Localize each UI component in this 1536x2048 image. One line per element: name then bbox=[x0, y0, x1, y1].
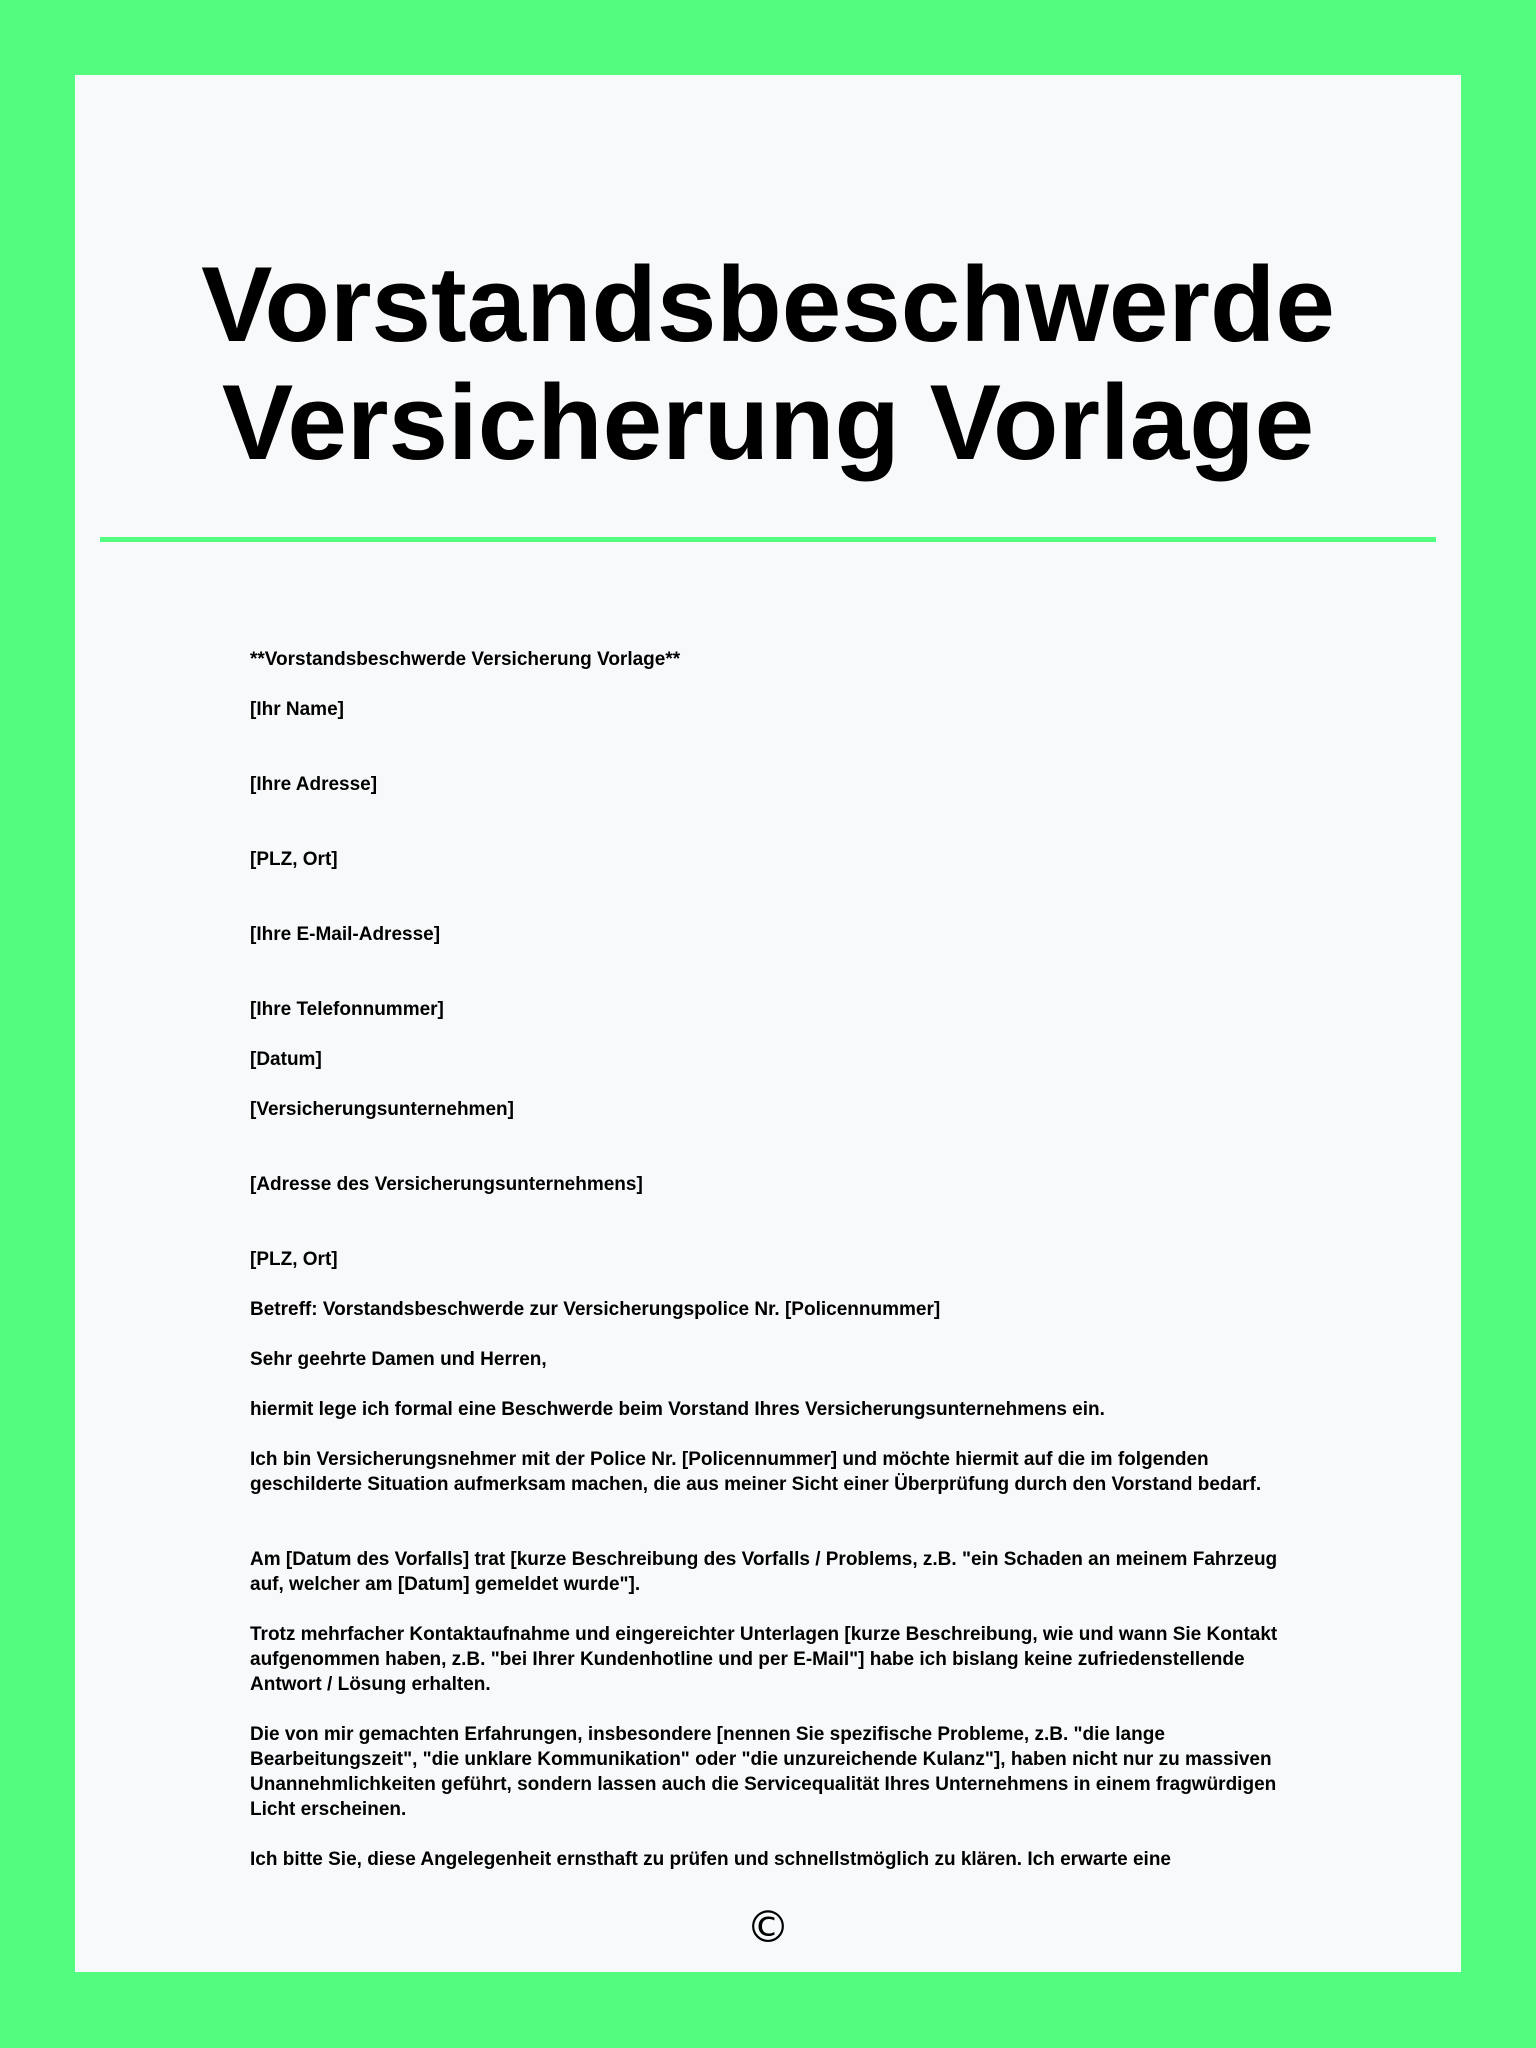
paragraph-4: Trotz mehrfacher Kontaktaufnahme und eingereichter Unterlagen [kurze Beschreibung, wie und wann Sie Kontakt aufgenommen haben, z.B. "bei Ihrer Kundenhotline und per E-Mail"] habe ich bislang keine zufriedenstellende Antwort / Lösung erhalten. bbox=[250, 1624, 1278, 1695]
title-line-2: Versicherung Vorlage bbox=[221, 362, 1315, 482]
letter-heading: **Vorstandsbeschwerde Versicherung Vorlage** bbox=[250, 649, 681, 670]
sender-city: [PLZ, Ort] bbox=[250, 849, 338, 870]
document-page bbox=[75, 75, 1461, 1972]
sender-phone: [Ihre Telefonnummer] bbox=[250, 999, 444, 1020]
recipient-city: [PLZ, Ort] bbox=[250, 1249, 338, 1270]
title-line-1: Vorstandsbeschwerde bbox=[201, 244, 1335, 364]
document-title bbox=[75, 245, 1461, 481]
copyright-icon: © bbox=[746, 1902, 790, 1953]
letter-date: [Datum] bbox=[250, 1049, 322, 1070]
paragraph-2: Ich bin Versicherungsnehmer mit der Police Nr. [Policennummer] und möchte hiermit auf die im folgenden geschilderte Situation aufmerksam machen, die aus meiner Sicht einer Überprüfung durch den Vorstand bedarf. bbox=[250, 1449, 1262, 1495]
sender-address: [Ihre Adresse] bbox=[250, 774, 378, 795]
title-divider bbox=[100, 537, 1436, 542]
paragraph-1: hiermit lege ich formal eine Beschwerde beim Vorstand Ihres Versicherungsunternehmens ein. bbox=[250, 1399, 1105, 1420]
recipient-company: [Versicherungsunternehmen] bbox=[250, 1099, 514, 1120]
paragraph-5: Die von mir gemachten Erfahrungen, insbesondere [nennen Sie spezifische Probleme, z.B. "die lange Bearbeitungszeit", "die unklare Kommunikation" oder "die unzureichende Kulanz"], haben nicht nur zu massiven Unannehmlichkeiten geführt, sondern lassen auch die Servicequalität Ihres Unternehmens in einem fragwürdigen Licht erscheinen. bbox=[250, 1724, 1277, 1820]
paragraph-6: Ich bitte Sie, diese Angelegenheit ernsthaft zu prüfen und schnellstmöglich zu klären. Ich erwarte eine bbox=[250, 1849, 1171, 1870]
letter-subject: Betreff: Vorstandsbeschwerde zur Versicherungspolice Nr. [Policennummer] bbox=[250, 1299, 941, 1320]
paragraph-3: Am [Datum des Vorfalls] trat [kurze Beschreibung des Vorfalls / Problems, z.B. "ein Schaden an meinem Fahrzeug auf, welcher am [Datum] gemeldet wurde"]. bbox=[250, 1549, 1278, 1595]
recipient-address: [Adresse des Versicherungsunternehmens] bbox=[250, 1174, 643, 1195]
sender-email: [Ihre E-Mail-Adresse] bbox=[250, 924, 441, 945]
letter-salutation: Sehr geehrte Damen und Herren, bbox=[250, 1349, 547, 1370]
sender-name: [Ihr Name] bbox=[250, 699, 344, 720]
